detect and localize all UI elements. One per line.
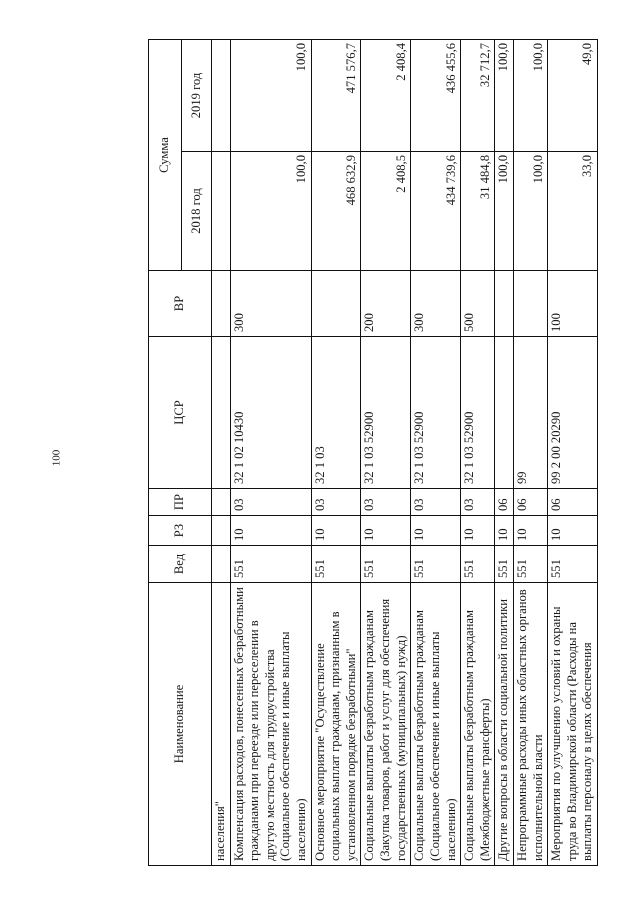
cell-name: Социальные выплаты безработным гражданам (Социальное обеспечение и иные выплаты населению)	[411, 583, 461, 866]
cell-csr: 32 1 03	[311, 337, 361, 489]
cell-vr	[212, 271, 231, 337]
table-body	[212, 39, 598, 865]
cell-csr: 99	[513, 337, 547, 489]
cell-csr	[212, 337, 231, 489]
cell-rz: 10	[548, 516, 598, 546]
cell-rz: 10	[411, 516, 461, 546]
cell-ved: 551	[411, 546, 461, 583]
cell-2019: 32 712,7	[461, 39, 495, 151]
cell-ved: 551	[461, 546, 495, 583]
table-row	[461, 39, 495, 865]
cell-rz: 10	[495, 516, 514, 546]
cell-2018: 100,0	[495, 152, 514, 271]
cell-name: населения"	[212, 583, 231, 866]
budget-table	[148, 39, 598, 866]
cell-ved: 551	[361, 546, 411, 583]
cell-rz: 10	[230, 516, 311, 546]
cell-2018: 100,0	[230, 152, 311, 271]
cell-pr: 03	[361, 489, 411, 516]
cell-rz: 10	[513, 516, 547, 546]
rotated-page	[148, 40, 640, 866]
cell-pr: 03	[411, 489, 461, 516]
cell-name: Основное мероприятие "Осуществление социальных выплат гражданам, признанным в установленном порядке безработными"	[311, 583, 361, 866]
cell-rz	[212, 516, 231, 546]
table-row	[548, 39, 598, 865]
cell-vr	[311, 271, 361, 337]
cell-2018: 434 739,6	[411, 152, 461, 271]
cell-csr: 32 1 03 52900	[361, 337, 411, 489]
header-pr: ПР	[149, 489, 212, 516]
header-sum: Сумма	[149, 39, 182, 270]
cell-2018: 468 632,9	[311, 152, 361, 271]
table-row	[230, 39, 311, 865]
table-row	[311, 39, 361, 865]
header-csr: ЦСР	[149, 337, 212, 489]
header-ved: Вед	[149, 546, 212, 583]
header-2019: 2019 год	[182, 39, 212, 151]
cell-vr	[513, 271, 547, 337]
cell-2019: 49,0	[548, 39, 598, 151]
cell-ved: 551	[548, 546, 598, 583]
cell-vr: 300	[411, 271, 461, 337]
header-vr: ВР	[149, 271, 212, 337]
cell-pr: 06	[513, 489, 547, 516]
cell-2019: 100,0	[513, 39, 547, 151]
cell-2018: 31 484,8	[461, 152, 495, 271]
cell-vr	[495, 271, 514, 337]
header-rz: РЗ	[149, 516, 212, 546]
cell-pr: 03	[311, 489, 361, 516]
cell-name: Мероприятия по улучшению условий и охраны труда во Владимирской области (Расходы на выплаты персоналу в целях обеспечения	[548, 583, 598, 866]
cell-2018	[212, 152, 231, 271]
cell-csr: 32 1 03 52900	[461, 337, 495, 489]
cell-2019	[212, 39, 231, 151]
cell-pr: 06	[548, 489, 598, 516]
table-row	[495, 39, 514, 865]
cell-csr: 32 1 02 10430	[230, 337, 311, 489]
cell-vr: 300	[230, 271, 311, 337]
cell-csr	[495, 337, 514, 489]
cell-rz: 10	[361, 516, 411, 546]
cell-2019: 436 455,6	[411, 39, 461, 151]
cell-vr: 200	[361, 271, 411, 337]
cell-pr	[212, 489, 231, 516]
cell-2018: 2 408,5	[361, 152, 411, 271]
cell-ved	[212, 546, 231, 583]
header-2018: 2018 год	[182, 152, 212, 271]
cell-rz: 10	[461, 516, 495, 546]
cell-2019: 100,0	[230, 39, 311, 151]
cell-name: Социальные выплаты безработным гражданам (Закупка товаров, работ и услуг для обеспечения государственных (муниципальных) нужд)	[361, 583, 411, 866]
cell-ved: 551	[495, 546, 514, 583]
cell-ved: 551	[513, 546, 547, 583]
cell-ved: 551	[230, 546, 311, 583]
cell-pr: 03	[461, 489, 495, 516]
cell-pr: 06	[495, 489, 514, 516]
cell-vr: 100	[548, 271, 598, 337]
cell-name: Социальные выплаты безработным гражданам (Межбюджетные трансферты)	[461, 583, 495, 866]
cell-csr: 32 1 03 52900	[411, 337, 461, 489]
cell-name: Непрограммные расходы иных областных органов исполнительной власти	[513, 583, 547, 866]
cell-csr: 99 2 00 20290	[548, 337, 598, 489]
table-row	[513, 39, 547, 865]
cell-2019: 100,0	[495, 39, 514, 151]
cell-2019: 471 576,7	[311, 39, 361, 151]
cell-name: Другие вопросы в области социальной политики	[495, 583, 514, 866]
table-row	[411, 39, 461, 865]
cell-name: Компенсация расходов, понесенных безработными гражданами при переезде или переселении в другую местность для трудоустройства (Социальное обеспечение и иные выплаты населению)	[230, 583, 311, 866]
cell-vr: 500	[461, 271, 495, 337]
table-row	[361, 39, 411, 865]
page-number: 100	[50, 449, 63, 467]
cell-pr: 03	[230, 489, 311, 516]
cell-ved: 551	[311, 546, 361, 583]
header-name: Наименование	[149, 583, 212, 866]
table-row	[212, 39, 231, 865]
cell-2018: 33,0	[548, 152, 598, 271]
cell-2019: 2 408,4	[361, 39, 411, 151]
cell-rz: 10	[311, 516, 361, 546]
cell-2018: 100,0	[513, 152, 547, 271]
